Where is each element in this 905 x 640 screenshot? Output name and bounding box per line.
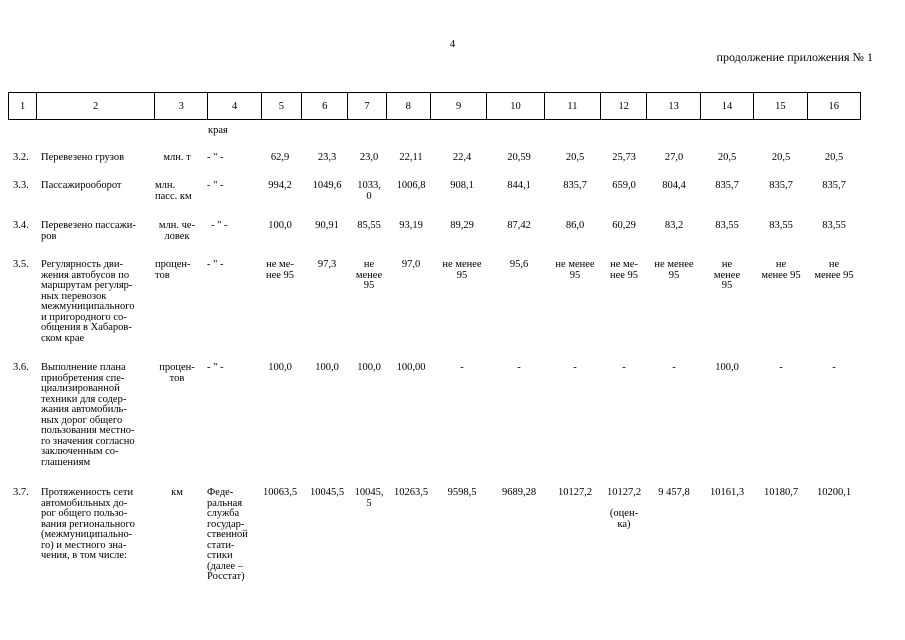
row-value: 10180,7: [763, 487, 799, 498]
row-source: Феде- ральная служба государ- ственной стати- стики (далее – Росстат): [207, 487, 248, 582]
row-value: 9689,28: [501, 487, 537, 498]
row-value: не менее 95: [355, 259, 383, 291]
row-value: не менее 95: [442, 259, 482, 281]
header-cell: 12: [601, 93, 647, 120]
row-value: 10127,2 (оцен- ка): [606, 487, 642, 530]
row-number: 3.7.: [13, 487, 29, 498]
row-number: 3.6.: [13, 362, 29, 373]
row-value: 87,42: [507, 220, 531, 231]
row-value: 60,29: [612, 220, 636, 231]
row-value: 93,19: [399, 220, 423, 231]
header-cell: 8: [386, 93, 430, 120]
header-cell: 4: [208, 93, 261, 120]
row-value: не ме- нее 95: [609, 259, 639, 281]
header-cell: 6: [302, 93, 348, 120]
header-cell: 5: [261, 93, 301, 120]
header-cell: 14: [700, 93, 753, 120]
row-value: 908,1: [450, 180, 474, 191]
header-cell: 7: [348, 93, 386, 120]
row-unit: млн. т: [163, 152, 191, 163]
row-value: 844,1: [507, 180, 531, 191]
row-value: 100,0: [268, 220, 292, 231]
row-value: не менее 95: [654, 259, 694, 281]
row-value: не ме- нее 95: [265, 259, 295, 281]
row-number: 3.2.: [13, 152, 29, 163]
row-value: 100,0: [715, 362, 739, 373]
row-value: -: [779, 362, 783, 373]
row-value: 10263,5: [393, 487, 429, 498]
row-value: 659,0: [612, 180, 636, 191]
row-value: 10063,5: [262, 487, 298, 498]
row-value: 10127,2: [557, 487, 593, 498]
row-value: 85,55: [357, 220, 381, 231]
row-indicator-name: Протяженность сети автомобильных до- рог общего пользо- вания регионального (межмуниципально- го) и местного зна- чения, в том числе:: [41, 487, 135, 561]
carryover-text: края: [208, 125, 228, 136]
row-unit: млн. пасс. км: [155, 180, 192, 202]
header-cell: 15: [754, 93, 807, 120]
row-value: 835,7: [769, 180, 793, 191]
row-value: -: [622, 362, 626, 373]
row-value: 100,0: [315, 362, 339, 373]
row-value: не менее 95: [713, 259, 741, 291]
header-cell: 9: [430, 93, 486, 120]
row-value: 804,4: [662, 180, 686, 191]
header-cell: 11: [544, 93, 600, 120]
row-value: 10200,1: [816, 487, 852, 498]
row-source: - " -: [207, 180, 224, 191]
row-unit: км: [171, 487, 183, 498]
row-value: -: [832, 362, 836, 373]
row-value: 23,3: [317, 152, 337, 163]
row-value: 835,7: [715, 180, 739, 191]
row-value: 835,7: [563, 180, 587, 191]
row-value: 20,5: [771, 152, 791, 163]
row-value: не менее 95: [761, 259, 801, 281]
row-source: - " -: [207, 152, 224, 163]
row-value: 89,29: [450, 220, 474, 231]
header-cell: 13: [647, 93, 700, 120]
row-value: 83,55: [715, 220, 739, 231]
row-value: 994,2: [268, 180, 292, 191]
row-number: 3.5.: [13, 259, 29, 270]
row-value: 97,0: [401, 259, 421, 270]
row-indicator-name: Перевезено грузов: [41, 152, 125, 163]
row-value: 10161,3: [709, 487, 745, 498]
row-value: 62,9: [270, 152, 290, 163]
row-value: 20,5: [824, 152, 844, 163]
header-cell: 1: [9, 93, 37, 120]
row-value: 95,6: [509, 259, 529, 270]
row-value: не менее 95: [814, 259, 854, 281]
header-cell: 10: [487, 93, 544, 120]
row-value: -: [517, 362, 521, 373]
row-value: 10045, 5: [354, 487, 384, 509]
row-value: 1033, 0: [357, 180, 381, 202]
row-value: 20,5: [717, 152, 737, 163]
row-value: 83,2: [664, 220, 684, 231]
row-indicator-name: Пассажирооборот: [41, 180, 122, 191]
row-unit: млн. че- ловек: [158, 220, 196, 242]
row-value: 100,0: [268, 362, 292, 373]
row-value: -: [672, 362, 676, 373]
row-value: 20,59: [507, 152, 531, 163]
row-value: 9 457,8: [658, 487, 690, 498]
row-unit: процен- тов: [155, 259, 191, 281]
row-value: 10045,5: [309, 487, 345, 498]
row-value: 27,0: [664, 152, 684, 163]
row-value: -: [573, 362, 577, 373]
header-row: [8, 92, 861, 120]
header-cell: 2: [37, 93, 155, 120]
row-value: 835,7: [822, 180, 846, 191]
row-indicator-name: Перевезено пассажи- ров: [41, 220, 136, 242]
continuation-label: продолжение приложения № 1: [716, 50, 873, 64]
row-number: 3.3.: [13, 180, 29, 191]
row-value: 25,73: [612, 152, 636, 163]
row-value: не менее 95: [555, 259, 595, 281]
row-source: - " -: [207, 259, 224, 270]
row-value: 23,0: [359, 152, 379, 163]
row-value: 22,4: [452, 152, 472, 163]
header-cell: 3: [155, 93, 208, 120]
row-number: 3.4.: [13, 220, 29, 231]
row-value: 100,0: [357, 362, 381, 373]
row-value: -: [460, 362, 464, 373]
row-indicator-name: Выполнение плана приобретения спе- циализированной техники для содер- жания автомобиль- ных дорог общего пользования местно- го значения согласно заключенным со- глашениям: [41, 362, 135, 468]
page-number: 4: [449, 38, 456, 50]
row-value: 83,55: [769, 220, 793, 231]
row-unit: процен- тов: [159, 362, 195, 384]
row-value: 83,55: [822, 220, 846, 231]
row-source: - " -: [211, 220, 228, 231]
row-value: 97,3: [317, 259, 337, 270]
row-value: 1006,8: [396, 180, 426, 191]
row-value: 90,91: [315, 220, 339, 231]
header-cell: 16: [807, 93, 860, 120]
row-value: 22,11: [399, 152, 423, 163]
row-value: 1049,6: [312, 180, 342, 191]
row-source: - " -: [207, 362, 224, 373]
row-value: 100,00: [396, 362, 426, 373]
row-value: 9598,5: [447, 487, 477, 498]
row-value: 20,5: [565, 152, 585, 163]
row-indicator-name: Регулярность дви- жения автобусов по маршрутам регуляр- ных перевозок межмуниципального и пригородного со- общения в Хабаров- ском крае: [41, 259, 135, 344]
row-value: 86,0: [565, 220, 585, 231]
